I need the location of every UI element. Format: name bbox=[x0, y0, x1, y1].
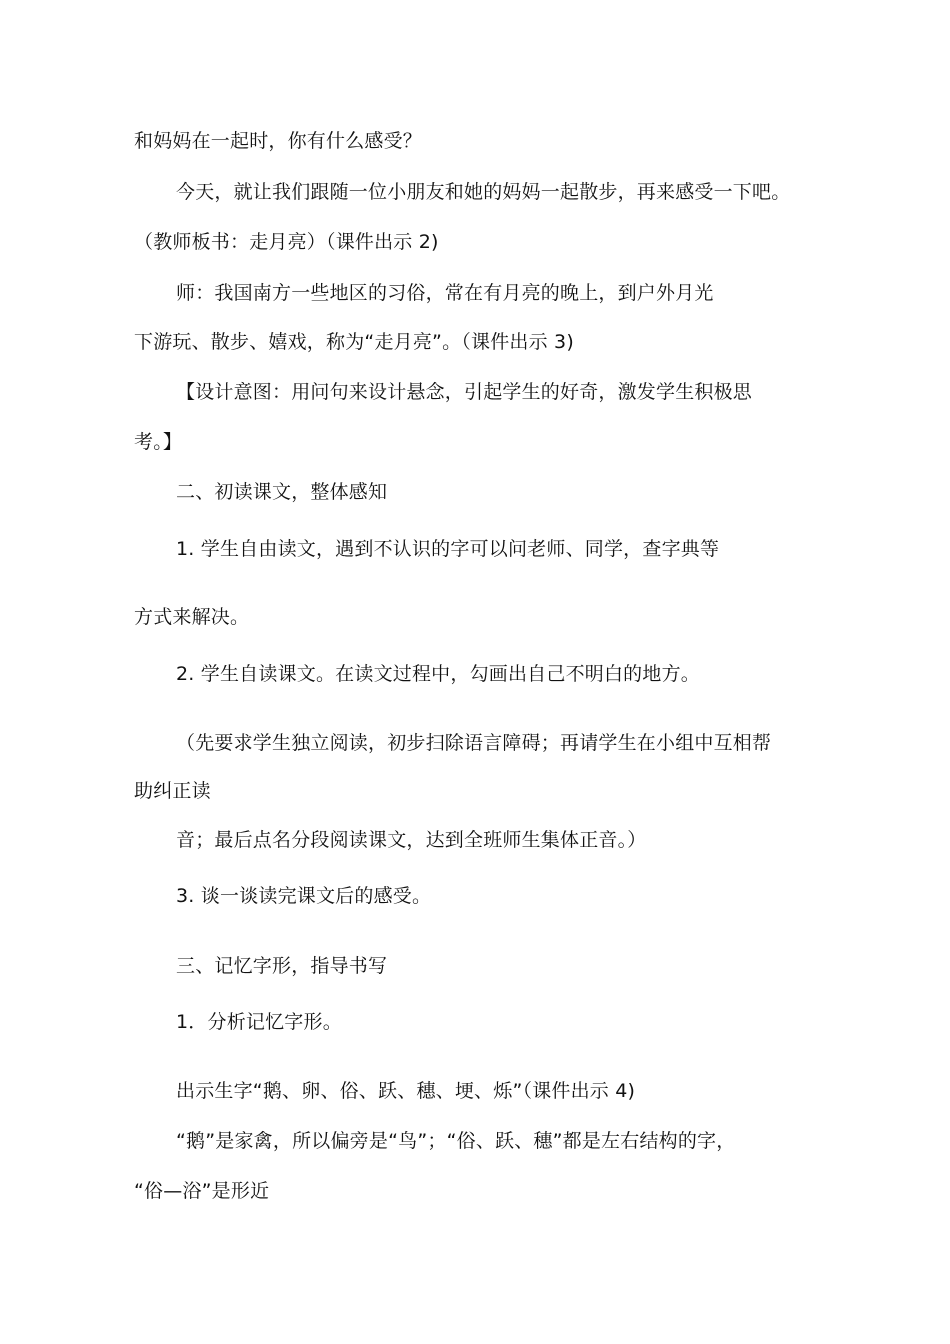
text-line-6: 【设计意图：用问句来设计悬念，引起学生的好奇，激发学生积极思 bbox=[176, 381, 753, 403]
text-line-4: 师：我国南方一些地区的习俗，常在有月亮的晚上，到户外月光 bbox=[176, 282, 714, 304]
text-line-3: （教师板书：走月亮）（课件出示 2) bbox=[134, 231, 439, 253]
text-line-13: 助纠正读 bbox=[134, 780, 211, 802]
text-line-14: 音；最后点名分段阅读课文，达到全班师生集体正音。） bbox=[176, 829, 647, 851]
text-line-18: 出示生字“鹅、卵、俗、跃、穗、埂、烁”（课件出示 4) bbox=[176, 1080, 636, 1102]
text-line-7: 考。】 bbox=[134, 431, 183, 453]
text-line-2: 今天，就让我们跟随一位小朋友和她的妈妈一起散步，再来感受一下吧。 bbox=[176, 181, 791, 203]
text-line-1: 和妈妈在一起时，你有什么感受？ bbox=[134, 130, 423, 152]
text-line-11: 2. 学生自读课文。在读文过程中，勾画出自己不明白的地方。 bbox=[176, 663, 700, 685]
text-line-5: 下游玩、散步、嬉戏，称为“走月亮”。（课件出示 3) bbox=[134, 331, 574, 353]
section-heading-2: 二、初读课文，整体感知 bbox=[176, 481, 388, 503]
text-line-9: 1. 学生自由读文，遇到不认识的字可以问老师、同学，查字典等 bbox=[176, 538, 720, 560]
text-line-15: 3. 谈一谈读完课文后的感受。 bbox=[176, 885, 432, 907]
text-line-10: 方式来解决。 bbox=[134, 606, 250, 628]
text-line-12: （先要求学生独立阅读，初步扫除语言障碍；再请学生在小组中互相帮 bbox=[176, 732, 772, 754]
text-line-20: “俗—浴”是形近 bbox=[134, 1180, 270, 1202]
text-line-17: 1．分析记忆字形。 bbox=[176, 1011, 342, 1033]
text-line-19: “鹅”是家禽，所以偏旁是“鸟”；“俗、跃、穗”都是左右结构的字， bbox=[176, 1130, 736, 1152]
section-heading-3: 三、记忆字形，指导书写 bbox=[176, 955, 388, 977]
